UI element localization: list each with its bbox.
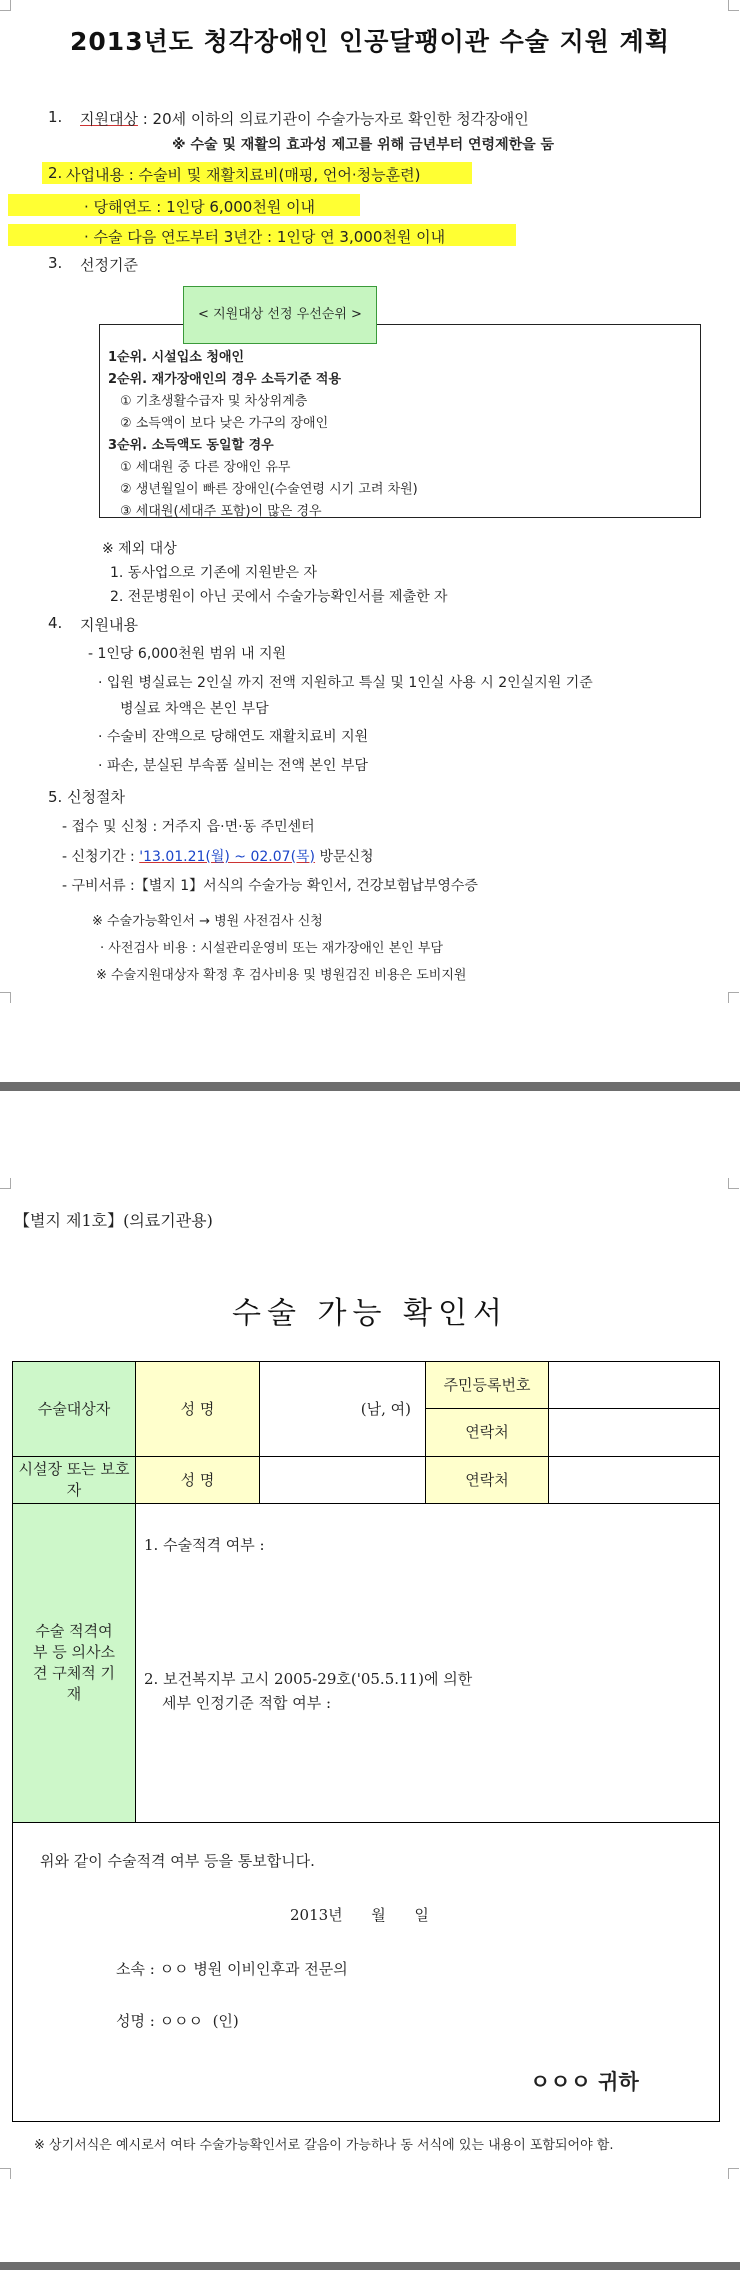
item4-number: 4. — [48, 614, 63, 632]
guardian-contact-field — [548, 1456, 720, 1504]
priority-line: 1순위. 시설입소 청애인 — [108, 350, 245, 365]
page-separator — [0, 1082, 740, 1091]
item5-label: 5. 신청절차 — [48, 788, 126, 806]
item5-line: · 사전검사 비용 : 시설관리운영비 또는 재가장애인 본인 부담 — [100, 941, 443, 956]
resident-no-label: 주민등록번호 — [425, 1361, 549, 1409]
item1-note: ※ 수술 및 재활의 효과성 제고를 위해 금년부터 연령제한을 둠 — [172, 137, 555, 153]
priority-line: ② 소득액이 보다 낮은 가구의 장애인 — [120, 416, 329, 431]
item5-line: ※ 수술지원대상자 확정 후 검사비용 및 병원검진 비용은 도비지원 — [96, 968, 467, 983]
period-label: - 신청기간 : — [62, 849, 135, 865]
crop-mark — [0, 0, 11, 11]
item4-label: 지원내용 — [80, 616, 138, 634]
annex-label: 【별지 제1호】(의료기관용) — [14, 1211, 213, 1230]
priority-box-title: < 지원대상 선정 우선순위 > — [183, 286, 377, 344]
contact-field — [548, 1408, 720, 1457]
item1-label: 지원대상 — [80, 110, 138, 128]
opinion-label: 수술 적격여부 등 의사소견 구체적 기재 — [12, 1503, 136, 1823]
footnote: ※ 상기서식은 예시로서 여타 수술가능확인서로 갈음이 가능하나 동 서식에 있는 내용이 포함되어야 함. — [34, 2138, 614, 2153]
item5-line: - 접수 및 신청 : 거주지 읍·면·동 주민센터 — [62, 819, 315, 835]
item4-point: · 수술비 잔액으로 당해연도 재활치료비 지원 — [98, 729, 369, 745]
resident-no-field — [548, 1361, 720, 1409]
item2-sub1: · 당해연도 : 1인당 6,000천원 이내 — [84, 198, 316, 216]
question-2-detail: 세부 인정기준 적합 여부 : — [162, 1694, 332, 1712]
guardian-label: 시설장 또는 보호자 — [12, 1456, 136, 1504]
item1-line — [80, 108, 529, 129]
addressee: ㅇㅇㅇ 귀하 — [530, 2069, 639, 2094]
contact-label: 연락처 — [425, 1408, 549, 1457]
item4-point: · 파손, 분실된 부속품 실비는 전액 본인 부담 — [98, 758, 368, 774]
crop-mark — [728, 2168, 739, 2179]
date-line: 2013년 월 일 — [290, 1906, 429, 1924]
item2-sub2: · 수술 다음 연도부터 3년간 : 1인당 연 3,000천원 이내 — [84, 228, 446, 246]
affiliation-line: 소속 : ㅇㅇ 병원 이비인후과 전문의 — [116, 1960, 348, 1978]
period-method: 방문신청 — [319, 849, 374, 865]
crop-mark — [0, 992, 11, 1003]
question-1: 1. 수술적격 여부 : — [144, 1536, 265, 1554]
item5-line: ※ 수술가능확인서 → 병원 사전검사 신청 — [92, 914, 323, 929]
item5-line — [62, 846, 374, 866]
page-title: 2013년도 청각장애인 인공달팽이관 수술 지원 계획 — [70, 27, 670, 56]
patient-label: 수술대상자 — [12, 1361, 136, 1457]
crop-mark — [0, 2168, 11, 2179]
crop-mark — [0, 1178, 11, 1189]
item4-point: 병실료 차액은 본인 부담 — [120, 701, 269, 717]
item1-number: 1. — [48, 108, 63, 126]
gender-field: (남, 여) — [259, 1361, 426, 1457]
priority-line: ① 세대원 중 다른 장애인 유무 — [120, 460, 291, 475]
page-separator — [0, 2262, 740, 2270]
item3-number: 3. — [48, 254, 63, 272]
name-label: 성 명 — [135, 1361, 260, 1457]
crop-mark — [728, 1178, 739, 1189]
priority-line: ③ 세대원(세대주 포함)이 많은 경우 — [120, 504, 322, 519]
item3-label: 선정기준 — [80, 256, 138, 274]
question-2: 2. 보건복지부 고시 2005-29호('05.5.11)에 의한 — [144, 1670, 473, 1688]
guardian-name-field — [259, 1456, 426, 1504]
signer-line: 성명 : ㅇㅇㅇ (인) — [116, 2012, 239, 2030]
form-title: 수술 가능 확인서 — [232, 1296, 508, 1331]
crop-mark — [728, 992, 739, 1003]
item4-sub: - 1인당 6,000천원 범위 내 지원 — [88, 646, 287, 662]
item5-line: - 구비서류 :【별지 1】서식의 수술가능 확인서, 건강보험납부영수증 — [62, 878, 478, 894]
item1-text: : 20세 이하의 의료기관이 수술가능자로 확인한 청각장애인 — [137, 110, 529, 128]
priority-line: ① 기초생활수급자 및 차상위계층 — [120, 394, 308, 409]
item2-text: 사업내용 : 수술비 및 재활치료비(매핑, 언어·청능훈련) — [66, 166, 421, 184]
priority-line: ② 생년월일이 빠른 장애인(수술연령 시기 고려 차원) — [120, 482, 418, 497]
guardian-name-label: 성 명 — [135, 1456, 260, 1504]
notice-text: 위와 같이 수술적격 여부 등을 통보합니다. — [40, 1852, 315, 1870]
item2-number: 2. — [48, 164, 63, 182]
priority-line: 3순위. 소득액도 동일할 경우 — [108, 438, 274, 453]
item4-point: · 입원 병실료는 2인실 까지 전액 지원하고 특실 및 1인실 사용 시 2인실지원 기준 — [98, 675, 593, 691]
exclude-title: ※ 제외 대상 — [102, 541, 177, 557]
exclude-item: 2. 전문병원이 아닌 곳에서 수술가능확인서를 제출한 자 — [110, 589, 448, 605]
guardian-contact-label: 연락처 — [425, 1456, 549, 1504]
period-dates: '13.01.21(월) ~ 02.07(목) — [139, 849, 316, 865]
priority-line: 2순위. 재가장애인의 경우 소득기준 적용 — [108, 372, 342, 387]
crop-mark — [728, 0, 739, 11]
exclude-item: 1. 동사업으로 기존에 지원받은 자 — [110, 565, 317, 581]
